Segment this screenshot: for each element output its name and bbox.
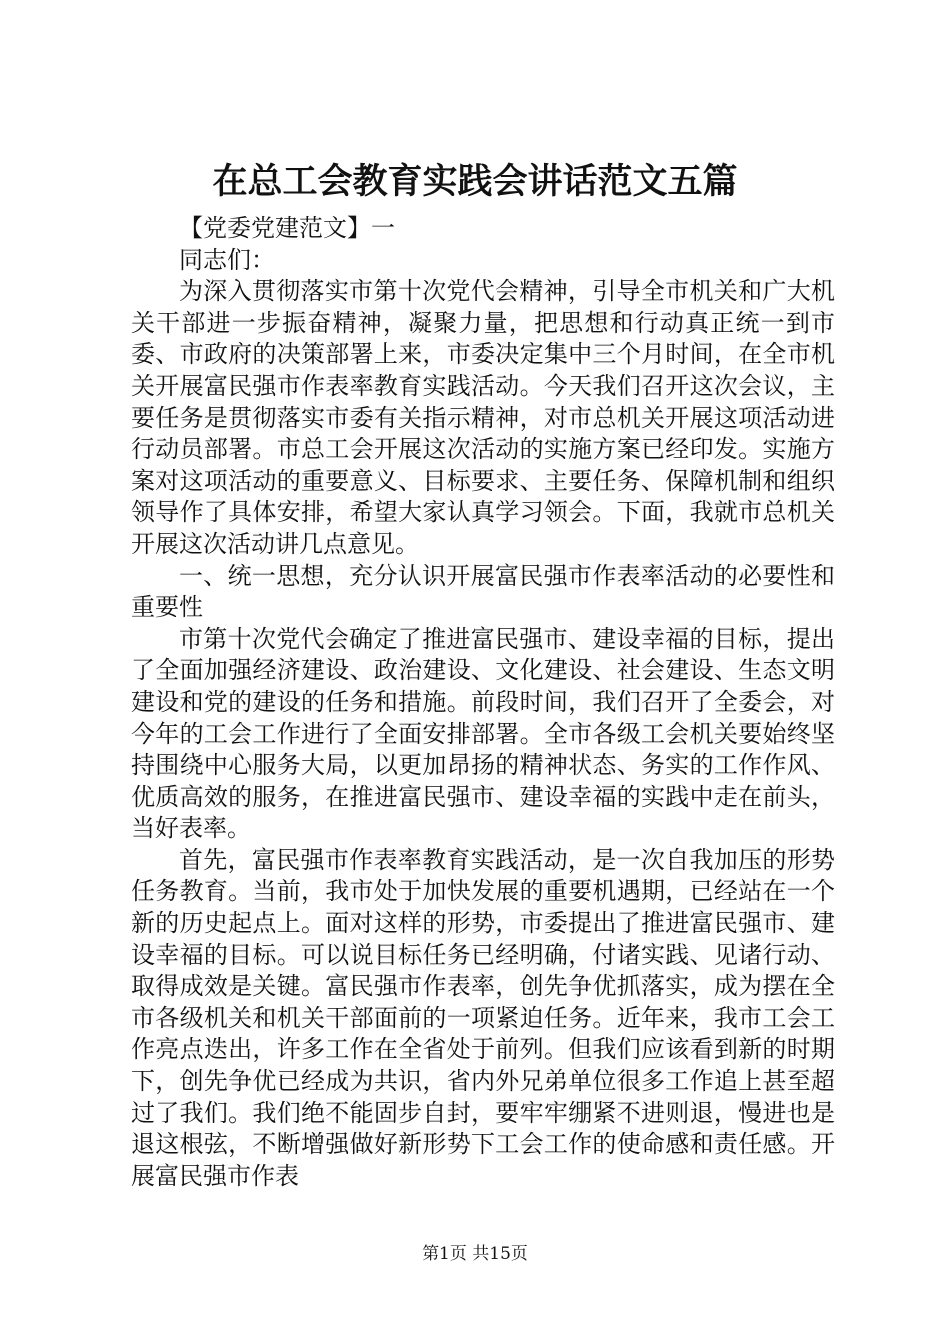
paragraph-salutation: 同志们： [179,245,275,274]
paragraph-heading-1: 一、统一思想，充分认识开展富民强市作表率活动的必要性和重要性 [131,561,835,622]
paragraph-body-1: 市第十次党代会确定了推进富民强市、建设幸福的目标，提出了全面加强经济建设、政治建设、文化建设、社会建设、生态文明建设和党的建设的任务和措施。前段时间，我们召开了全委会，对今年的工会工作进行了全面安排部署。全市各级工会机关要始终坚持围绕中心服务大局，以更加昂扬的精神状态、务实的工作作风、优质高效的服务，在推进富民强市、建设幸福的实践中走在前头，当好表率。 [131,624,835,843]
paragraph-category: 【党委党建范文】一 [179,214,395,242]
document-title: 在总工会教育实践会讲话范文五篇 [212,161,738,202]
paragraph-body-2: 首先，富民强市作表率教育实践活动，是一次自我加压的形势任务教育。当前，我市处于加快发展的重要机遇期，已经站在一个新的历史起点上。面对这样的形势，市委提出了推进富民强市、建设幸福的目标。可以说目标任务已经明确，付诸实践、见诸行动、取得成效是关键。富民强市作表率，创先争优抓落实，成为摆在全市各级机关和机关干部面前的一项紧迫任务。近年来，我市工会工作亮点迭出，许多工作在全省处于前列。但我们应该看到新的时期下，创先争优已经成为共识，省内外兄弟单位很多工作追上甚至超过了我们。我们绝不能固步自封，要牢牢绷紧不进则退，慢进也是退这根弦，不断增强做好新形势下工会工作的使命感和责任感。开展富民强市作表 [131,845,835,1190]
page-number-footer: 第1页 共15页 [422,1244,528,1264]
paragraph-intro: 为深入贯彻落实市第十次党代会精神，引导全市机关和广大机关干部进一步振奋精神，凝聚力量，把思想和行动真正统一到市委、市政府的决策部署上来，市委决定集中三个月时间，在全市机关开展富民强市作表率教育实践活动。今天我们召开这次会议，主要任务是贯彻落实市委有关指示精神，对市总机关开展这项活动进行动员部署。市总工会开展这次活动的实施方案已经印发。实施方案对这项活动的重要意义、目标要求、主要任务、保障机制和组织领导作了具体安排，希望大家认真学习领会。下面，我就市总机关开展这次活动讲几点意见。 [131,277,835,558]
document-body [131,213,835,1192]
